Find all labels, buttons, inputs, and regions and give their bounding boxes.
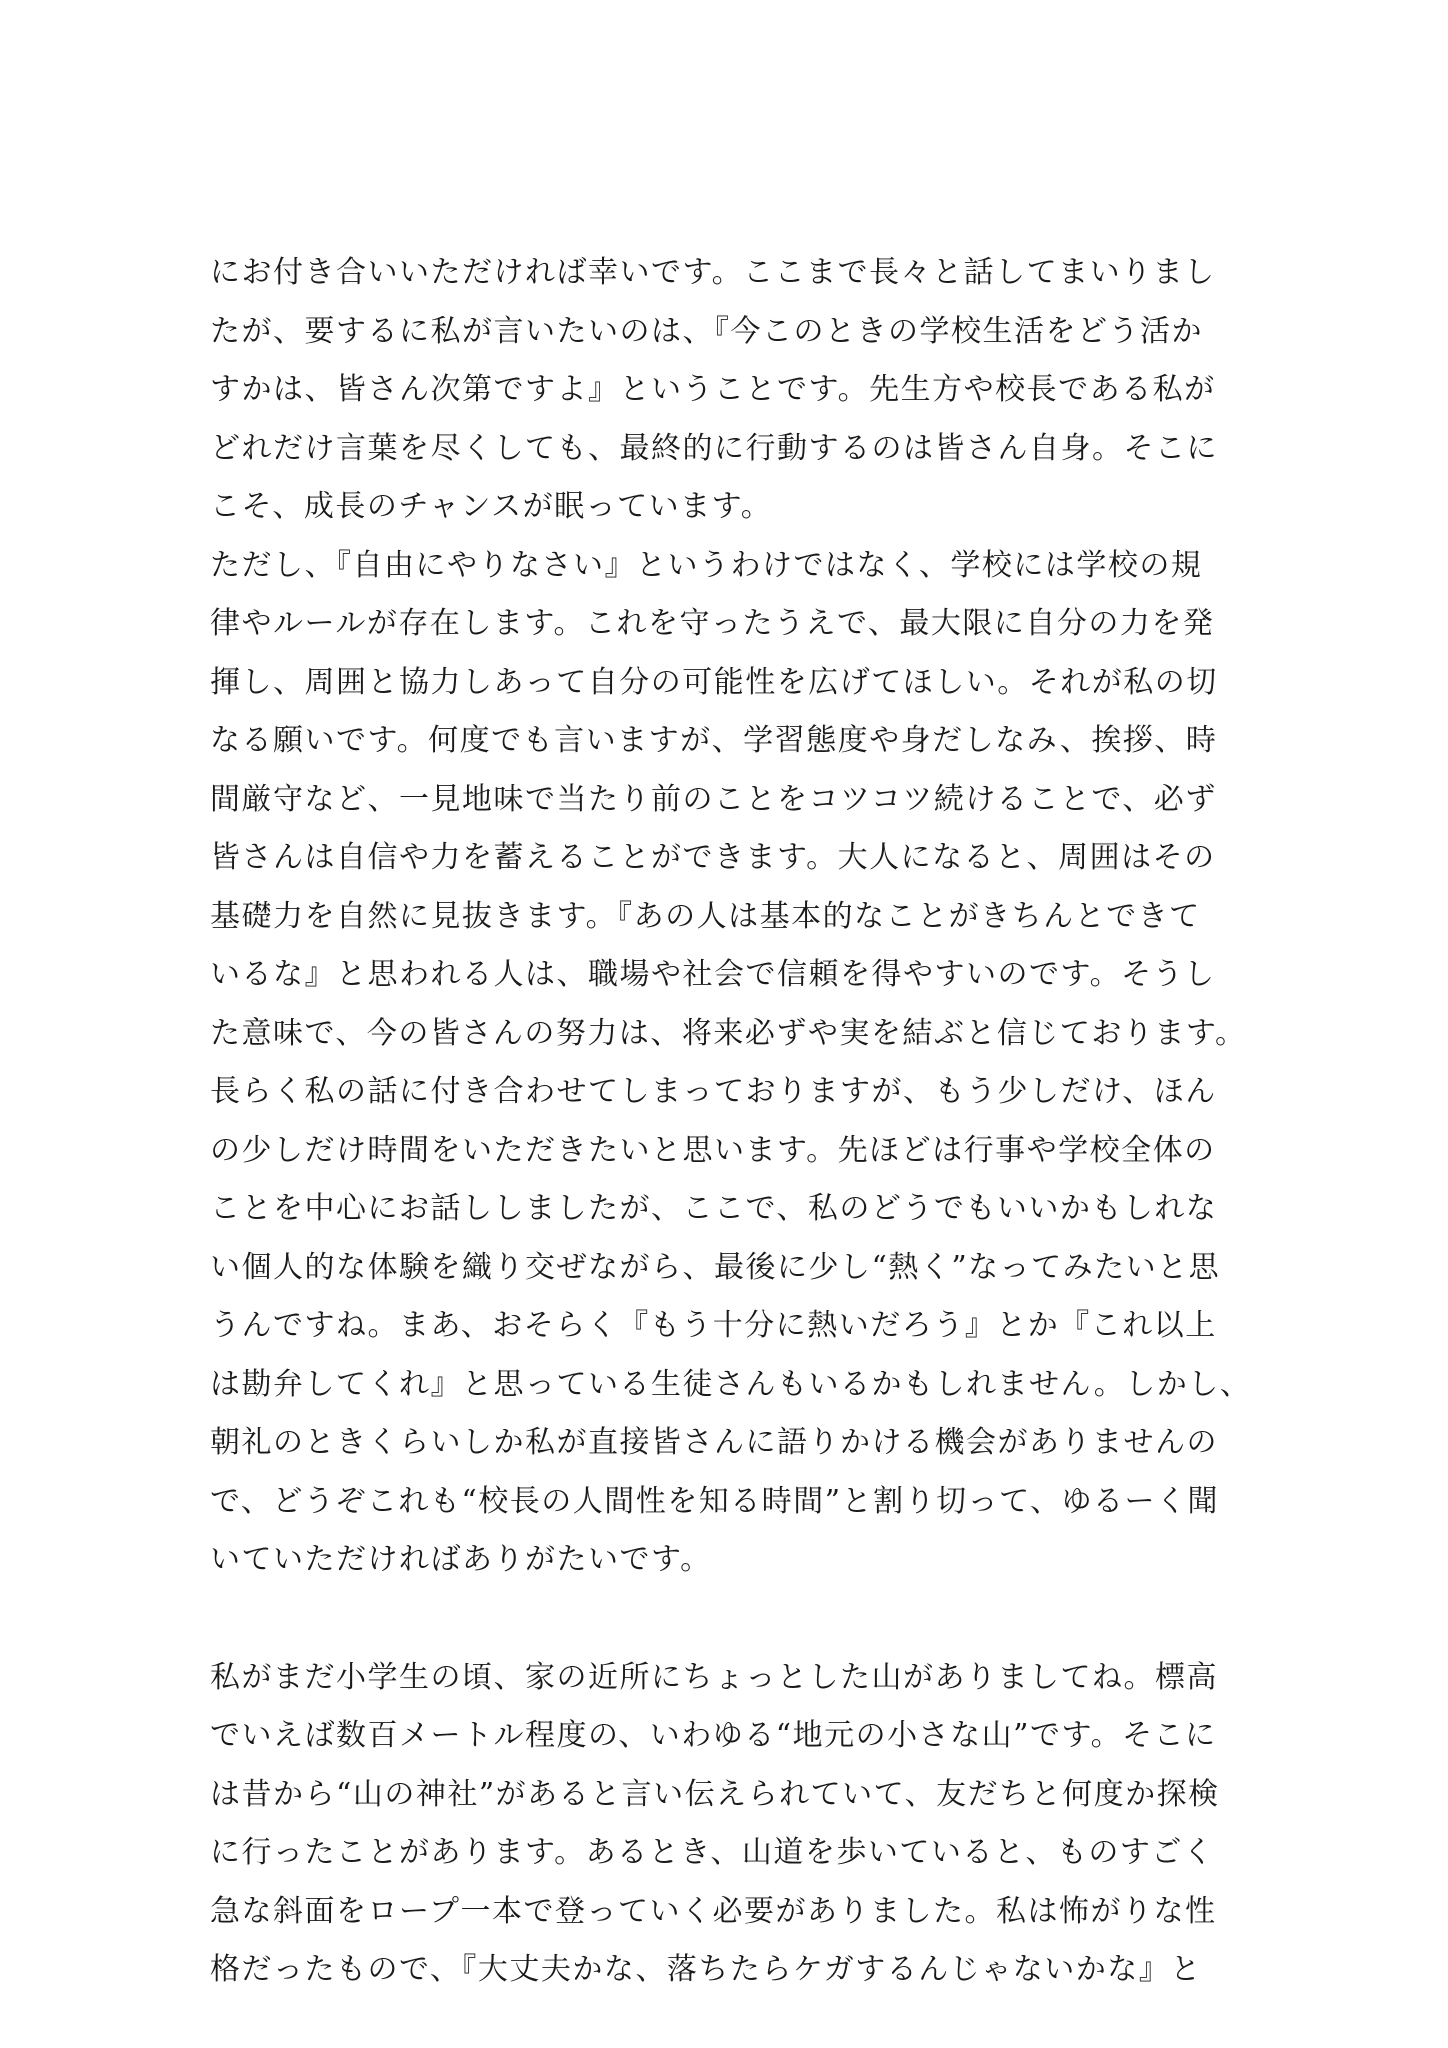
- text-line: 皆さんは自信や力を蓄えることができます。大人になると、周囲はその: [210, 840, 1216, 875]
- text-line: にお付き合いいただければ幸いです。ここまで長々と話してまいりまし: [210, 255, 1216, 290]
- text-line: は昔から“山の神社”があると言い伝えられていて、友だちと何度か探検: [210, 1776, 1220, 1812]
- text-line: 長らく私の話に付き合わせてしまっておりますが、もう少しだけ、ほん: [210, 1074, 1217, 1109]
- text-line: 格だったもので、『大丈夫かな、落ちたらケガするんじゃないかな』と: [210, 1952, 1202, 1987]
- text-line: でいえば数百メートル程度の、いわゆる“地元の小さな山”です。そこに: [210, 1718, 1217, 1753]
- text-line: たが、要するに私が言いたいのは、『今このときの学校生活をどう活か: [210, 313, 1203, 349]
- text-line: ことを中心にお話ししましたが、ここで、私のどうでもいいかもしれな: [210, 1191, 1218, 1226]
- text-line: は勘弁してくれ』と思っている生徒さんもいるかもしれません。しかし、: [210, 1366, 1252, 1402]
- text-line: こそ、成長のチャンスが眠っています。: [210, 489, 773, 524]
- text-line: 急な斜面をロープ一本で登っていく必要がありました。私は怖がりな性: [210, 1893, 1217, 1929]
- text-line: すかは、皆さん次第ですよ』ということです。先生方や校長である私が: [210, 372, 1216, 407]
- text-line: ただし、『自由にやりなさい』というわけではなく、学校には学校の規: [210, 547, 1203, 583]
- text-line: 間厳守など、一見地味で当たり前のことをコツコツ続けることで、必ず: [210, 781, 1217, 817]
- text-line: い個人的な体験を織り交ぜながら、最後に少し“熱く”なってみたいと思: [210, 1249, 1221, 1285]
- text-line: いるな』と思われる人は、職場や社会で信頼を得やすいのです。そうし: [210, 957, 1216, 992]
- text-line: の少しだけ時間をいただきたいと思います。先ほどは行事や学校全体の: [210, 1132, 1216, 1168]
- paragraph-gap: [210, 1590, 1270, 1649]
- body-text: [210, 244, 1270, 2000]
- text-line: 朝礼のときくらいしか私が直接皆さんに語りかける機会がありませんの: [210, 1425, 1218, 1460]
- text-line: で、どうぞこれも“校長の人間性を知る時間”と割り切って、ゆるーく聞: [210, 1483, 1219, 1519]
- text-line: に行ったことがあります。あるとき、山道を歩いていると、ものすごく: [210, 1835, 1215, 1870]
- text-line: た意味で、今の皆さんの努力は、将来必ずや実を結ぶと信じております。: [210, 1015, 1247, 1051]
- text-line: どれだけ言葉を尽くしても、最終的に行動するのは皆さん自身。そこに: [210, 430, 1218, 466]
- text-line: なる願いです。何度でも言いますが、学習態度や身だしなみ、挨拶、時: [210, 723, 1218, 758]
- text-line: 揮し、周囲と協力しあって自分の可能性を広げてほしい。それが私の切: [210, 664, 1218, 700]
- text-line: 律やルールが存在します。これを守ったうえで、最大限に自分の力を発: [210, 606, 1215, 641]
- text-line: 私がまだ小学生の頃、家の近所にちょっとした山がありましてね。標高: [210, 1659, 1218, 1695]
- text-line: 基礎力を自然に見抜きます。『あの人は基本的なことがきちんとできて: [210, 898, 1201, 934]
- text-line: うんですね。まあ、おそらく『もう十分に熱いだろう』とか『これ以上: [210, 1308, 1217, 1343]
- text-line: いていただければありがたいです。: [210, 1542, 712, 1577]
